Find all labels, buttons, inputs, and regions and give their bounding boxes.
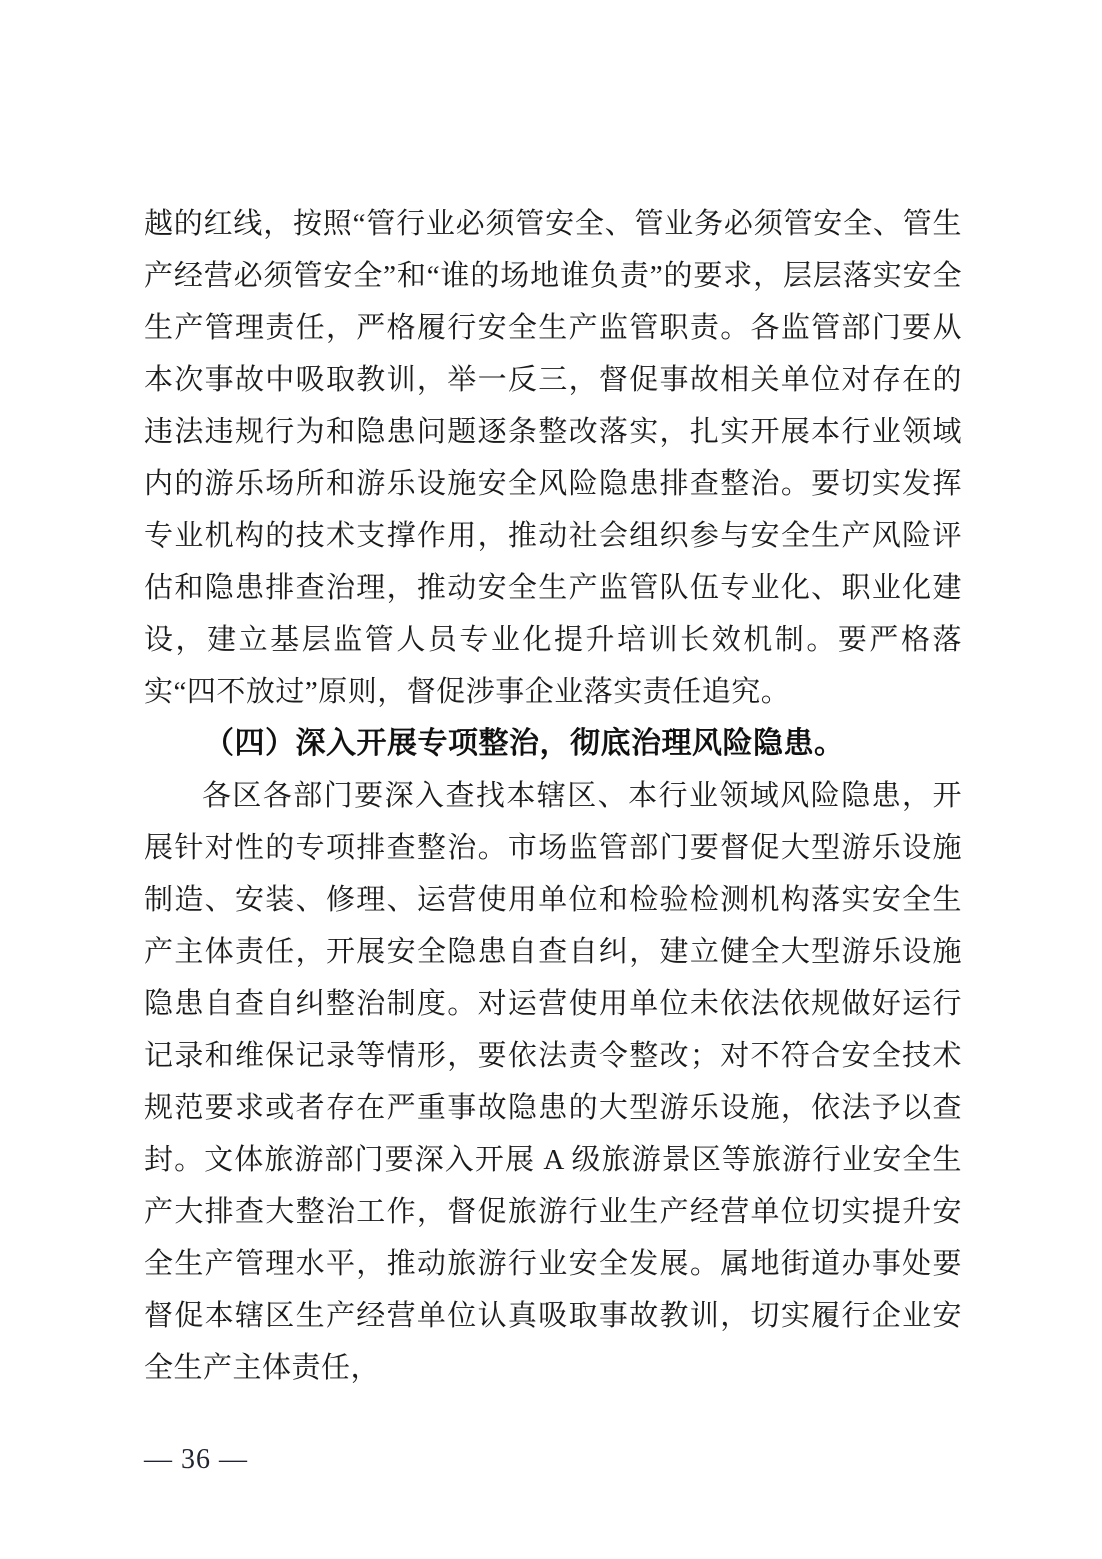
page-number: — 36 — — [144, 1444, 248, 1475]
document-text-block — [144, 198, 962, 1394]
paragraph-body: 各区各部门要深入查找本辖区、本行业领域风险隐患，开展针对性的专项排查整治。市场监管部门要督促大型游乐设施制造、安装、修理、运营使用单位和检验检测机构落实安全生产主体责任，开展安全隐患自查自纠，建立健全大型游乐设施隐患自查自纠整治制度。对运营使用单位未依法依规做好运行记录和维保记录等情形，要依法责令整改；对不符合安全技术规范要求或者存在严重事故隐患的大型游乐设施，依法予以查封。文体旅游部门要深入开展 A 级旅游景区等旅游行业安全生产大排查大整治工作，督促旅游行业生产经营单位切实提升安全生产管理水平，推动旅游行业安全发展。属地街道办事处要督促本辖区生产经营单位认真吸取事故教训，切实履行企业安全生产主体责任， — [144, 780, 962, 1384]
paragraph-continuation: 越的红线，按照“管行业必须管安全、管业务必须管安全、管生产经营必须管安全”和“谁的场地谁负责”的要求，层层落实安全生产管理责任，严格履行安全生产监管职责。各监管部门要从本次事故中吸取教训，举一反三，督促事故相关单位对存在的违法违规行为和隐患问题逐条整改落实，扎实开展本行业领域内的游乐场所和游乐设施安全风险隐患排查整治。要切实发挥专业机构的技术支撑作用，推动社会组织参与安全生产风险评估和隐患排查治理，推动安全生产监管队伍专业化、职业化建设，建立基层监管人员专业化提升培训长效机制。要严格落实“四不放过”原则，督促涉事企业落实责任追究。 — [144, 208, 962, 708]
section-heading: （四）深入开展专项整治，彻底治理风险隐患。 — [204, 727, 845, 760]
